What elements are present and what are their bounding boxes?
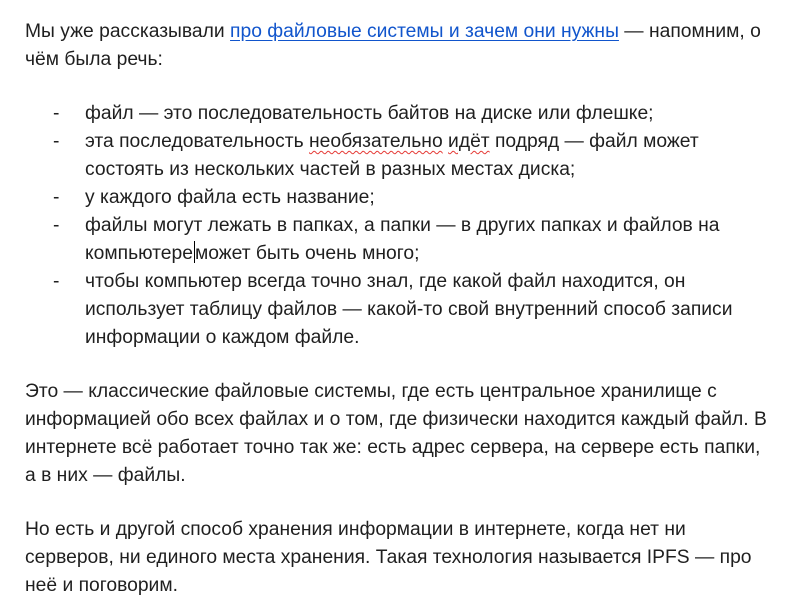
list-item-text-start: эта последовательность (85, 131, 310, 152)
misspelled-word[interactable]: идёт (448, 131, 490, 152)
list-item-text-end: подряд — файл может состоять из нескольких частей в разных местах диска; (85, 131, 699, 180)
ipfs-paragraph[interactable]: Но есть и другой способ хранения информации в интернете, когда нет ни серверов, ни единого места хранения. Такая технология называется IPFS — про неё и поговорим. (25, 519, 752, 596)
bullet-dash: - (53, 131, 60, 152)
bullet-dash: - (53, 271, 60, 292)
file-systems-link[interactable]: про файловые системы и зачем они нужны (230, 21, 619, 42)
list-item-text-end: может быть очень много; (194, 243, 420, 264)
list-item[interactable] (25, 184, 770, 212)
list-item-text: у каждого файла есть название; (85, 187, 375, 208)
list-item[interactable] (25, 100, 770, 128)
bullet-dash: - (53, 103, 60, 124)
intro-paragraph[interactable] (25, 18, 770, 74)
bullet-list (25, 100, 770, 352)
list-item[interactable] (25, 128, 770, 184)
intro-text-start: Мы уже рассказывали (25, 21, 231, 42)
bullet-dash: - (53, 187, 60, 208)
list-item-text: файл — это последовательность байтов на диске или флешке; (85, 103, 654, 124)
bullet-dash: - (53, 215, 60, 236)
list-item[interactable] (25, 212, 770, 268)
list-item-text: чтобы компьютер всегда точно знал, где какой файл находится, он использует таблицу файлов — какой-то свой внутренний способ записи информации о каждом файле. (85, 271, 733, 348)
misspelled-word[interactable]: необязательно (309, 131, 443, 152)
document-body (25, 18, 770, 600)
list-item[interactable] (25, 268, 770, 352)
intro-text-end: — напомним, о чём была речь: (25, 21, 761, 70)
list-item-text-start: файлы могут лежать в папках, а папки — в других папках и файлов на компьютере (85, 215, 720, 264)
classic-fs-paragraph[interactable]: Это — классические файловые системы, где есть центральное хранилище с информацией обо всех файлах и о том, где физически находится каждый файл. В интернете всё работает точно так же: есть адрес сервера, на сервере есть папки, а в них — файлы. (25, 381, 767, 486)
